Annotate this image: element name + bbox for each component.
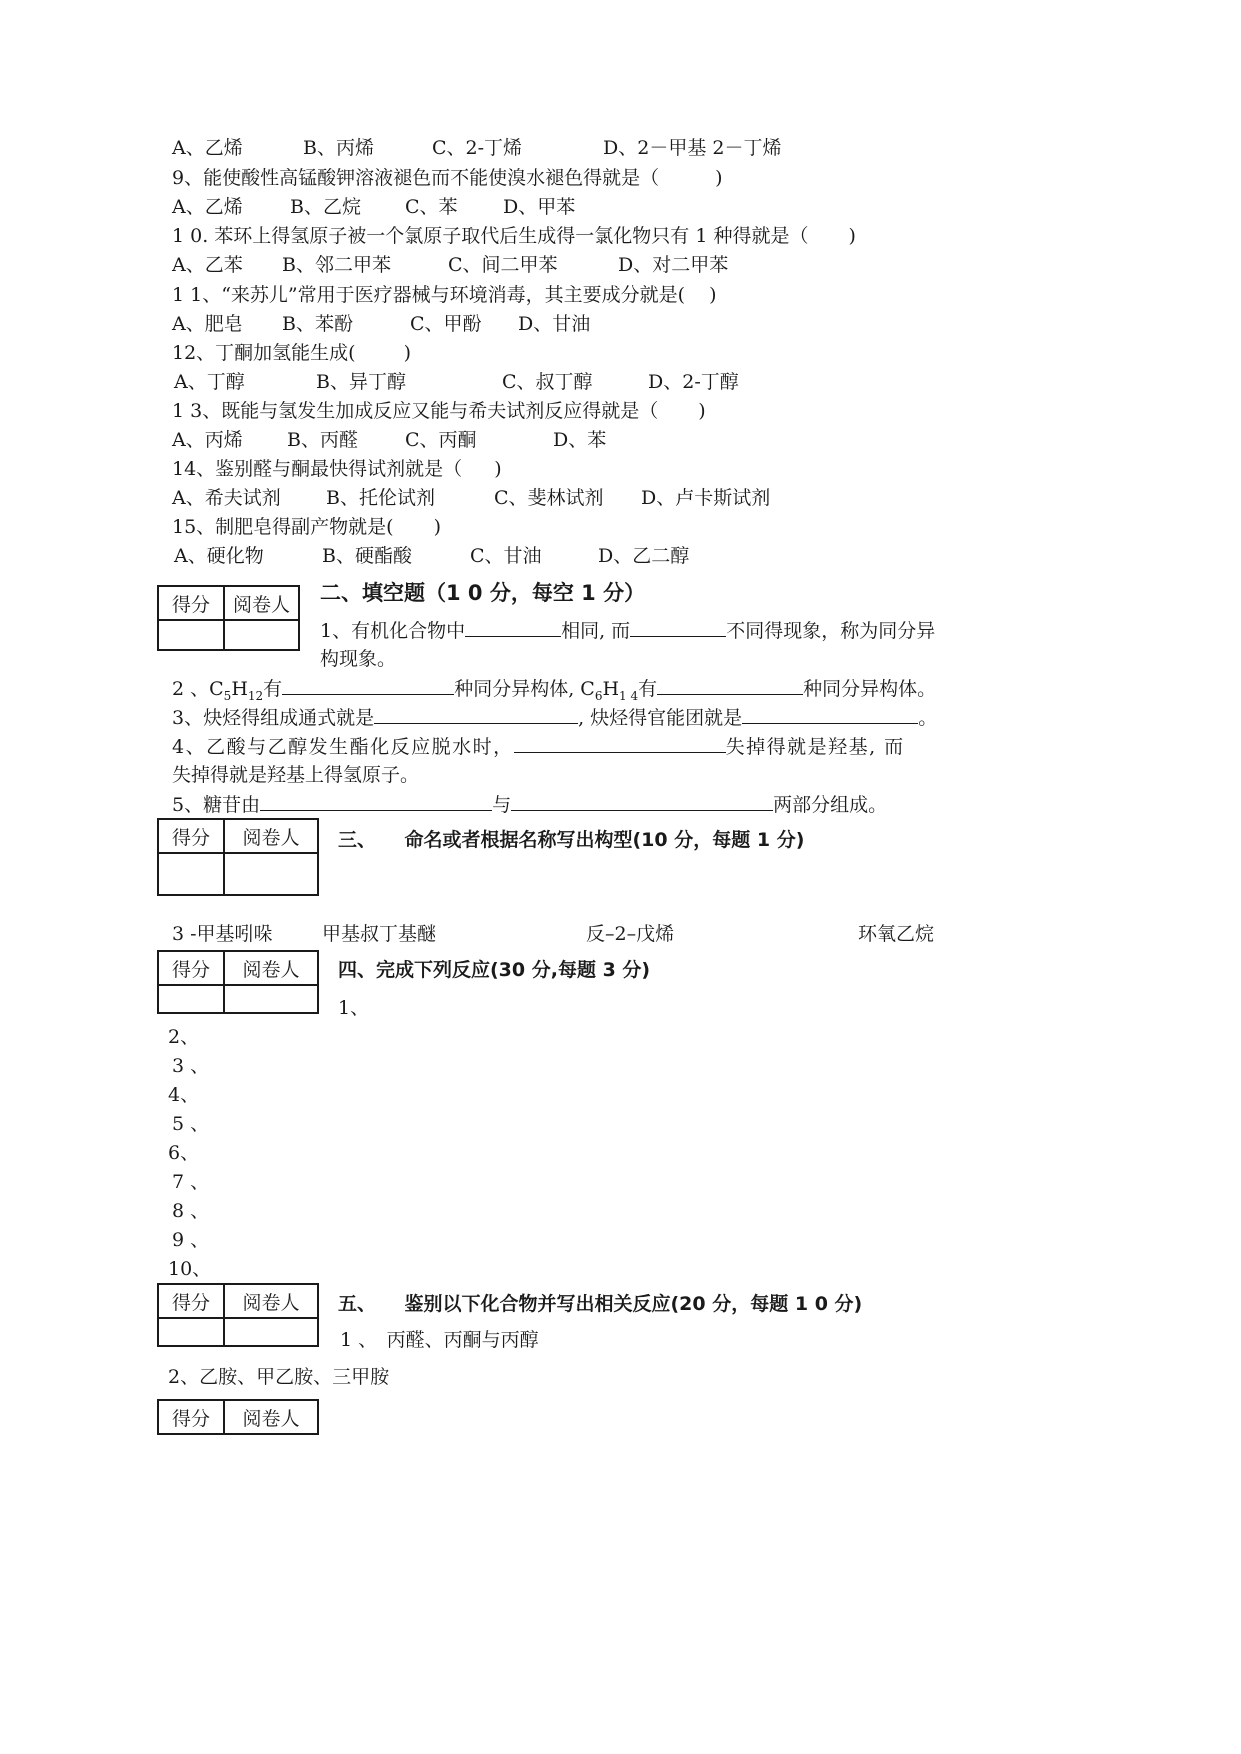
- reaction-item: 7 、: [172, 1171, 210, 1193]
- fill-2-blank-2[interactable]: [657, 676, 803, 695]
- q9-option-c: C、苯: [405, 196, 458, 218]
- q13-stem: 1 3、既能与氢发生加成反应又能与希夫试剂反应得就是（ ): [172, 400, 706, 422]
- reaction-item: 3 、: [172, 1055, 210, 1077]
- score-cell[interactable]: [158, 853, 224, 895]
- q10-option-b: B、邻二甲苯: [282, 254, 391, 276]
- naming-item: 环氧乙烷: [858, 923, 935, 945]
- grader-header: 阅卷人: [224, 1400, 318, 1434]
- fill-3-blank-1[interactable]: [374, 705, 578, 724]
- q12-option-d: D、2-丁醇: [648, 371, 739, 393]
- fill-2-blank-1[interactable]: [282, 676, 454, 695]
- q8-option-c: C、2-丁烯: [432, 137, 523, 159]
- score-cell[interactable]: [158, 620, 224, 650]
- reaction-item: 4、: [168, 1084, 200, 1106]
- fill-5-blank-1[interactable]: [260, 792, 492, 811]
- grader-header: 阅卷人: [224, 951, 318, 985]
- q8-option-a: A、乙烯: [172, 137, 243, 159]
- fill-4-blank[interactable]: [514, 734, 726, 753]
- fill-1-blank-1[interactable]: [465, 618, 561, 637]
- grader-header: 阅卷人: [224, 586, 299, 620]
- score-table: [157, 1399, 319, 1435]
- section-4-title: 四、完成下列反应(30 分,每题 3 分): [338, 959, 651, 981]
- fill-1-blank-2[interactable]: [630, 618, 726, 637]
- fill-1: 1、有机化合物中 相同, 而 不同得现象，称为同分异: [320, 620, 936, 642]
- score-table: [157, 950, 319, 1014]
- q10-option-c: C、间二甲苯: [448, 254, 558, 276]
- grader-header: 阅卷人: [224, 1284, 318, 1318]
- q15-option-a: A、硬化物: [174, 545, 264, 567]
- q9-option-b: B、乙烷: [290, 196, 361, 218]
- score-cell[interactable]: [158, 985, 224, 1013]
- q12-stem: 12、丁酮加氢能生成( ): [172, 342, 412, 364]
- score-table: [157, 585, 300, 651]
- score-header: 得分: [158, 819, 224, 853]
- q11-stem: 1 1、“来苏儿”常用于医疗器械与环境消毒，其主要成分就是( ): [172, 284, 717, 306]
- identify-item: 2、乙胺、甲乙胺、三甲胺: [168, 1366, 390, 1388]
- reaction-item: 5 、: [172, 1113, 210, 1135]
- grader-cell[interactable]: [224, 620, 299, 650]
- q13-option-c: C、丙酮: [405, 429, 477, 451]
- grader-header: 阅卷人: [224, 819, 318, 853]
- q9-option-a: A、乙烯: [172, 196, 243, 218]
- reaction-item: 8 、: [172, 1200, 210, 1222]
- q12-option-a: A、丁醇: [174, 371, 245, 393]
- score-header: 得分: [158, 586, 224, 620]
- naming-item: 甲基叔丁基醚: [322, 923, 437, 945]
- fill-5-blank-2[interactable]: [511, 792, 773, 811]
- score-table: [157, 1283, 319, 1347]
- reaction-item: 2、: [168, 1026, 200, 1048]
- q11-option-a: A、肥皂: [172, 313, 243, 335]
- q14-option-a: A、希夫试剂: [172, 487, 281, 509]
- naming-item: 反–2–戊烯: [586, 923, 675, 945]
- fill-2: 2 、$C_5H_{12}$有 种同分异构体, $C_6H_{1 4}$有 种同分异构体。: [172, 678, 937, 703]
- q11-option-d: D、甘油: [518, 313, 591, 335]
- q12-option-b: B、异丁醇: [316, 371, 406, 393]
- grader-cell[interactable]: [224, 853, 318, 895]
- q13-option-a: A、丙烯: [172, 429, 243, 451]
- q15-stem: 15、制肥皂得副产物就是( ): [172, 516, 442, 538]
- q14-option-b: B、托伦试剂: [326, 487, 435, 509]
- score-header: 得分: [158, 1400, 224, 1434]
- q15-option-c: C、甘油: [470, 545, 542, 567]
- naming-item: 3 -甲基吲哚: [172, 923, 273, 945]
- score-header: 得分: [158, 951, 224, 985]
- q15-option-b: B、硬酯酸: [322, 545, 412, 567]
- reaction-item: 1、: [338, 997, 370, 1019]
- fill-5: 5、糖苷由 与 两部分组成。: [172, 794, 888, 816]
- reaction-item: 10、: [168, 1258, 212, 1280]
- q13-option-b: B、丙醛: [287, 429, 358, 451]
- q10-option-d: D、对二甲苯: [618, 254, 729, 276]
- q10-option-a: A、乙苯: [172, 254, 243, 276]
- q14-option-d: D、卢卡斯试剂: [641, 487, 771, 509]
- reaction-item: 6、: [168, 1142, 200, 1164]
- fill-3-blank-2[interactable]: [742, 705, 918, 724]
- identify-item: 1 、 丙醛、丙酮与丙醇: [340, 1329, 539, 1351]
- q11-option-b: B、苯酚: [282, 313, 353, 335]
- q11-option-c: C、甲酚: [410, 313, 482, 335]
- grader-cell[interactable]: [224, 985, 318, 1013]
- score-header: 得分: [158, 1284, 224, 1318]
- fill-4: 4、乙酸与乙醇发生酯化反应脱水时， 失掉得就是羟基, 而: [172, 736, 905, 758]
- q14-option-c: C、斐林试剂: [494, 487, 604, 509]
- section-2-title: 二、填空题（1 0 分，每空 1 分）: [320, 581, 646, 605]
- grader-cell[interactable]: [224, 1318, 318, 1346]
- fill-4-cont: 失掉得就是羟基上得氢原子。: [172, 764, 420, 786]
- q15-option-d: D、乙二醇: [598, 545, 690, 567]
- q8-option-b: B、丙烯: [303, 137, 374, 159]
- fill-1-cont: 构现象。: [320, 648, 397, 670]
- reaction-item: 9 、: [172, 1229, 210, 1251]
- q9-stem: 9、能使酸性高锰酸钾溶液褪色而不能使溴水褪色得就是（ ): [172, 167, 723, 189]
- q10-stem: 1 0. 苯环上得氢原子被一个氯原子取代后生成得一氯化物只有 1 种得就是（ ): [172, 225, 856, 247]
- q12-option-c: C、叔丁醇: [502, 371, 593, 393]
- q8-option-d: D、2－甲基 2－丁烯: [603, 137, 782, 159]
- fill-3: 3、炔烃得组成通式就是 , 炔烃得官能团就是 。: [172, 707, 938, 729]
- section-3-title: 三、 命名或者根据名称写出构型(10 分，每题 1 分): [338, 829, 805, 851]
- q9-option-d: D、甲苯: [503, 196, 576, 218]
- score-cell[interactable]: [158, 1318, 224, 1346]
- section-5-title: 五、 鉴别以下化合物并写出相关反应(20 分，每题 1 0 分): [338, 1293, 863, 1315]
- score-table: [157, 818, 319, 896]
- q14-stem: 14、鉴别醛与酮最快得试剂就是（ ): [172, 458, 502, 480]
- q13-option-d: D、苯: [553, 429, 607, 451]
